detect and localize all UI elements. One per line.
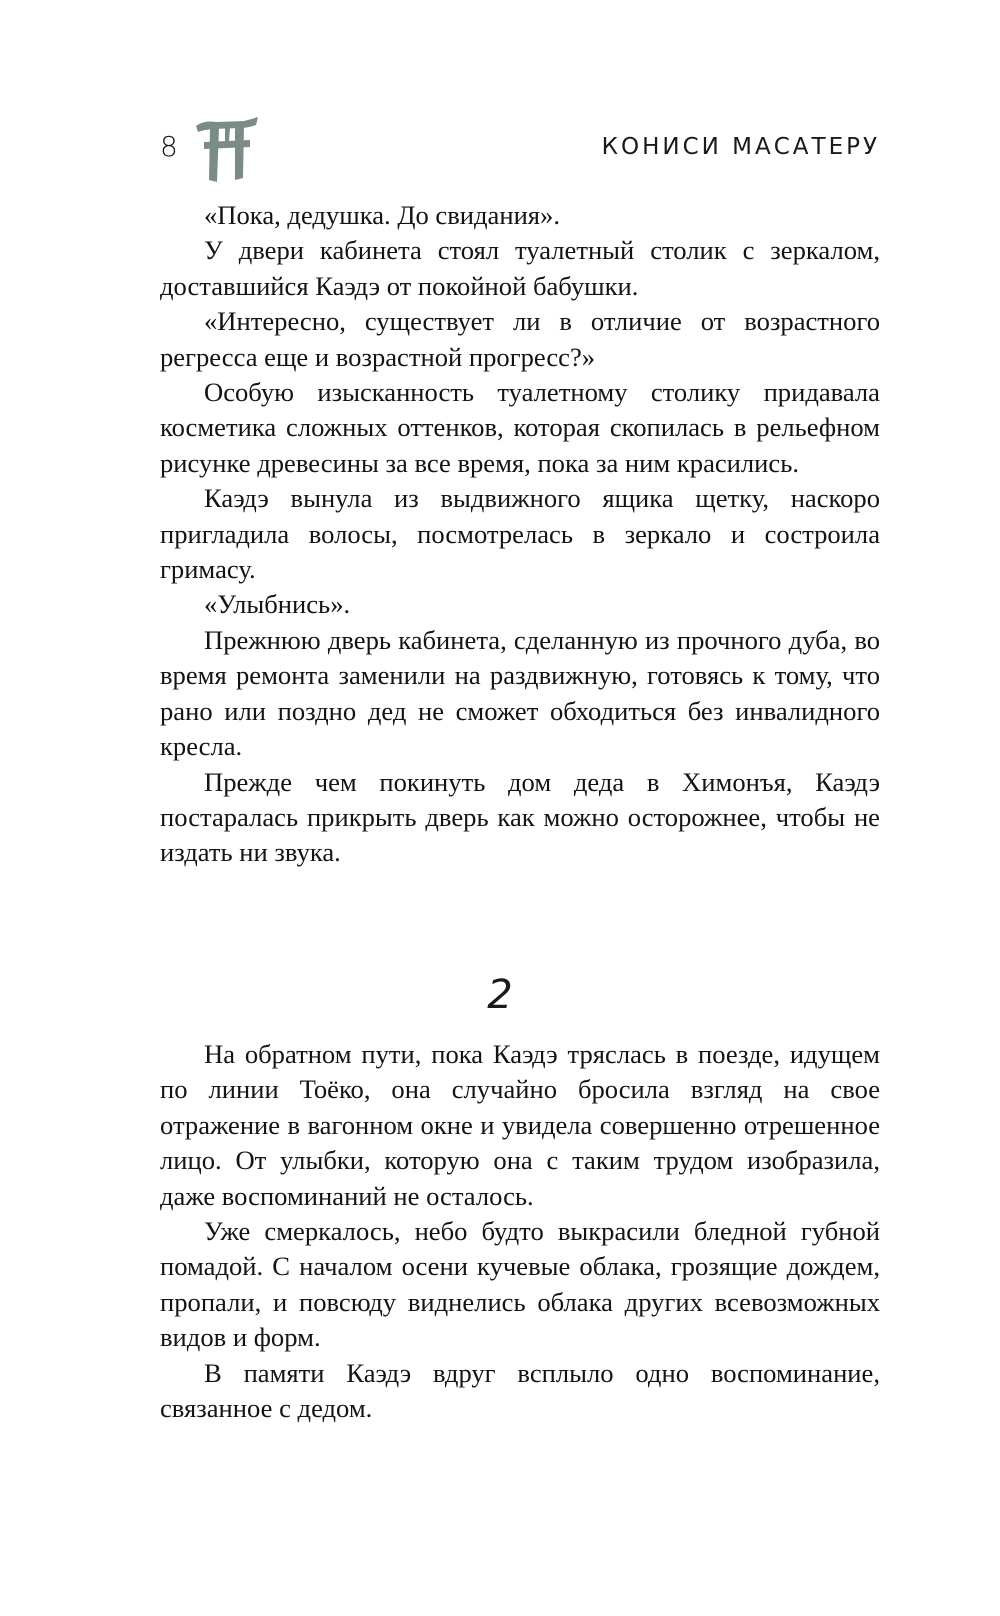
- paragraph: В памяти Каэдэ вдруг всплыло одно воспоминание, связанное с дедом.: [160, 1357, 880, 1424]
- paragraph: Особую изысканность туалетному столику придавала косметика сложных оттенков, которая скопилась в рельефном рисунке древесины за все время, пока за ним красились.: [160, 377, 880, 478]
- page-number: 8: [160, 130, 178, 163]
- paragraph: У двери кабинета стоял туалетный столик с зеркалом, доставшийся Каэдэ от покойной бабушки.: [160, 235, 880, 301]
- running-title: КОНИСИ МАСАТЕРУ: [601, 134, 880, 160]
- paragraph: «Улыбнись».: [204, 589, 351, 620]
- torii-gate-icon: [194, 116, 260, 184]
- page-header: [160, 116, 880, 186]
- body-text-section-1: [160, 198, 880, 871]
- body-text-section-2: [160, 1037, 880, 1426]
- paragraph: Каэдэ вынула из выдвижного ящика щетку, наскоро пригладила волосы, посмотрелась в зеркало и состроила гримасу.: [160, 483, 880, 585]
- paragraph: «Интересно, существует ли в отличие от возрастного регресса еще и возрастной прогресс?»: [160, 306, 880, 372]
- paragraph: Прежде чем покинуть дом деда в Химонъя, Каэдэ постаралась прикрыть дверь как можно осторожнее, чтобы не издать ни звука.: [160, 766, 880, 868]
- paragraph: Уже смеркалось, небо будто выкрасили бледной губной помадой. С началом осени кучевые облака, грозящие дождем, пропали, и повсюду виднелись облака других всевозможных видов и форм.: [160, 1216, 880, 1353]
- paragraph: «Пока, дедушка. До свидания».: [204, 200, 560, 230]
- chapter-number: 2: [487, 972, 513, 1018]
- paragraph: Прежнюю дверь кабинета, сделанную из прочного дуба, во время ремонта заменили на раздвижную, готовясь к тому, что рано или поздно дед не сможет обходиться без инвалидного кресла.: [160, 624, 880, 762]
- paragraph: На обратном пути, пока Каэдэ тряслась в поезде, идущем по линии Тоёко, она случайно бросила взгляд на свое отражение в вагонном окне и увидела совершенно отрешенное лицо. От улыбки, которую она с таким трудом изобразила, даже воспоминаний не осталось.: [160, 1039, 880, 1211]
